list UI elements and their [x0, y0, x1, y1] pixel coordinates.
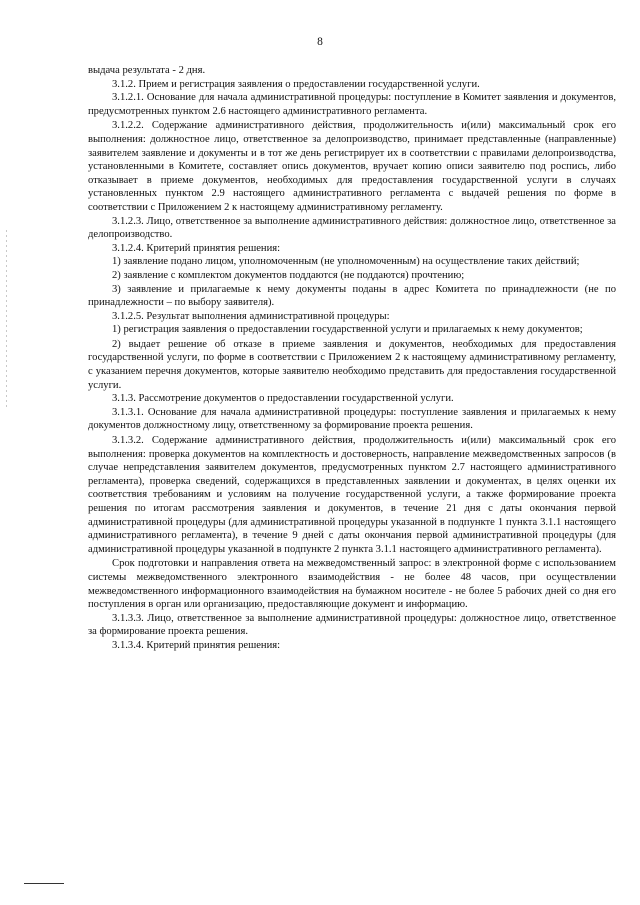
paragraph: 3.1.2.3. Лицо, ответственное за выполнение административного действия: должностное лицо, ответственное за делопроизводство.	[88, 215, 616, 241]
page-number: 8	[317, 36, 323, 48]
paragraph: 3.1.3.3. Лицо, ответственное за выполнение административной процедуры: должностное лицо, ответственное за формирование проекта решения.	[88, 612, 616, 638]
paragraph: 3.1.3.1. Основание для начала административной процедуры: поступление заявления и прилагаемых к нему документов должностному лицу, ответственному за формирование проекта решения.	[88, 406, 616, 432]
paragraph: 3.1.2.2. Содержание административного действия, продолжительность и(или) максимальный срок его выполнения: должностное лицо, ответственное за делопроизводство, принимает представленные (направленные) заявителем заявление и документы и в тот же день регистрирует их в соответствии с правилами делопроизводства, установленными в Комитете, составляет опись документов, вручает копию описи заявителю под роспись, либо отказывает в приеме документов, необходимых для предоставления государственной услуги в случаях установленных пунктом 2.9 настоящего административного регламента с выдачей решения по форме в соответствии с Приложением 2 к настоящему административному регламенту.	[88, 120, 616, 213]
paragraph: Срок подготовки и направления ответа на межведомственный запрос: в электронной форме с использованием системы межведомственного электронного взаимодействия - не более 48 часов, при осуществлении межведомственного информационного взаимодействия на бумажном носителе - не более 5 рабочих дней со дня его поступления в орган или организацию, предоставляющие документ и информацию.	[88, 558, 616, 611]
paragraph: 3.1.3.4. Критерий принятия решения:	[112, 639, 281, 651]
footnote-separator	[24, 883, 64, 884]
paragraph: 2) заявление с комплектом документов поддаются (не поддаются) прочтению;	[112, 269, 465, 281]
document-body	[88, 64, 616, 653]
paragraph: выдача результата - 2 дня.	[88, 65, 206, 76]
paragraph: 1) регистрация заявления о предоставлении государственной услуги и прилагаемых к нему документов;	[112, 324, 583, 336]
paragraph: 3.1.2.4. Критерий принятия решения:	[112, 242, 281, 254]
scan-edge-mark	[6, 230, 7, 410]
paragraph: 3.1.2. Прием и регистрация заявления о предоставлении государственной услуги.	[112, 78, 480, 90]
paragraph: 2) выдает решение об отказе в приеме заявления и документов, необходимых для предоставления государственной услуги, по форме в соответствии с Приложением 2 к настоящему административному регламенту, с указанием перечня документов, которые заявителю необходимо представить для предоставления государственной услуги.	[88, 338, 616, 391]
paragraph: 3.1.3. Рассмотрение документов о предоставлении государственной услуги.	[112, 393, 454, 405]
paragraph: 1) заявление подано лицом, уполномоченным (не уполномоченным) на осуществление таких действий;	[112, 256, 580, 268]
paragraph: 3.1.3.2. Содержание административного действия, продолжительность и(или) максимальный срок его выполнения: проверка документов на комплектность и достоверность, направление межведомственных запросов (в случае непредставления заявителем документов, предусмотренных пунктом 2.7 настоящего административного регламента), проверка сведений, содержащихся в представленных заявлении и документах, в целях оценки их соответствия требованиям и условиям на получение государственной услуги, а также формирование проекта решения по итогам рассмотрения заявления и документов, в течение 21 дня с даты окончания первой административной процедуры (для административной процедуры указанной в подпункте 1 пункта 3.1.1 настоящего административного регламента), в течение 9 дней с даты окончания первой административной процедуры (для административной процедуры указанной в подпункте 2 пункта 3.1.1 настоящего административного регламента).	[88, 435, 616, 555]
paragraph: 3.1.2.1. Основание для начала административной процедуры: поступление в Комитет заявления и документов, предусмотренных пунктом 2.6 настоящего административного регламента.	[88, 92, 616, 117]
paragraph: 3.1.2.5. Результат выполнения административной процедуры:	[112, 310, 390, 322]
paragraph: 3) заявление и прилагаемые к нему документы поданы в адрес Комитета по принадлежности (не по принадлежности – по выбору заявителя).	[88, 283, 616, 309]
